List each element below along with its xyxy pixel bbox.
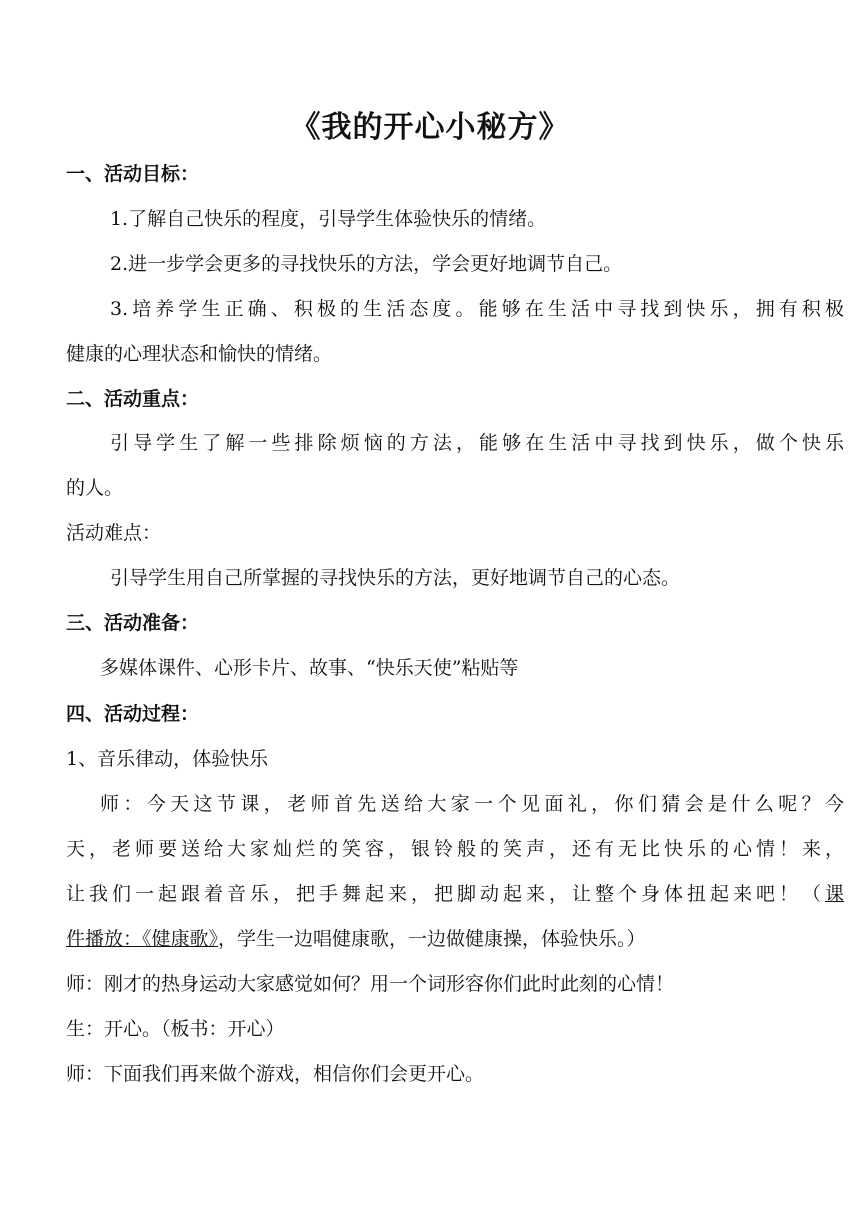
process-step-1: 1、音乐律动，体验快乐 — [66, 748, 269, 770]
process-para-line-3-underlined: 课 — [824, 883, 844, 905]
difficulty-heading: 活动难点： — [66, 522, 162, 544]
section-heading-focus: 二、活动重点： — [66, 388, 200, 410]
focus-text-line-1: 引导学生了解一些排除烦恼的方法，能够在生活中寻找到快乐，做个快乐 — [110, 432, 844, 454]
process-para-line-3-text: 让我们一起跟着音乐，把手舞起来，把脚动起来，让整个身体扭起来吧！（ — [66, 883, 825, 905]
student-answer: 生：开心。（板书：开心） — [66, 1018, 285, 1040]
difficulty-text: 引导学生用自己所掌握的寻找快乐的方法，更好地调节自己的心态。 — [110, 567, 681, 589]
teacher-question: 师：刚才的热身运动大家感觉如何？用一个词形容你们此时此刻的心情！ — [66, 973, 675, 995]
course-media-underlined: 件播放：《健康歌》 — [66, 928, 219, 950]
section-heading-goals: 一、活动目标： — [66, 163, 200, 185]
process-para-line-4-rest: ，学生一边唱健康歌，一边做健康操，体验快乐。） — [218, 928, 646, 950]
process-para-line-4 — [66, 925, 844, 953]
prep-text: 多媒体课件、心形卡片、故事、“快乐天使”粘贴等 — [100, 657, 519, 679]
process-para-line-2: 天，老师要送给大家灿烂的笑容，银铃般的笑声，还有无比快乐的心情！来， — [66, 838, 844, 860]
document-title: 《我的开心小秘方》 — [290, 110, 570, 145]
goal-item-1: 1.了解自己快乐的程度，引导学生体验快乐的情绪。 — [110, 208, 547, 230]
process-para-line-1: 师：今天这节课，老师首先送给大家一个见面礼，你们猜会是什么呢？今 — [100, 793, 844, 815]
teacher-next: 师：下面我们再来做个游戏，相信你们会更开心。 — [66, 1063, 485, 1085]
goal-item-3-cont: 健康的心理状态和愉快的情绪。 — [66, 343, 333, 365]
focus-text-line-2: 的人。 — [66, 477, 124, 499]
section-heading-process: 四、活动过程： — [66, 703, 200, 725]
section-heading-prep: 三、活动准备： — [66, 612, 200, 634]
goal-item-3: 3.培养学生正确、积极的生活态度。能够在生活中寻找到快乐，拥有积极 — [110, 298, 844, 320]
goal-item-2: 2.进一步学会更多的寻找快乐的方法，学会更好地调节自己。 — [110, 253, 623, 275]
process-para-line-3 — [66, 880, 844, 908]
